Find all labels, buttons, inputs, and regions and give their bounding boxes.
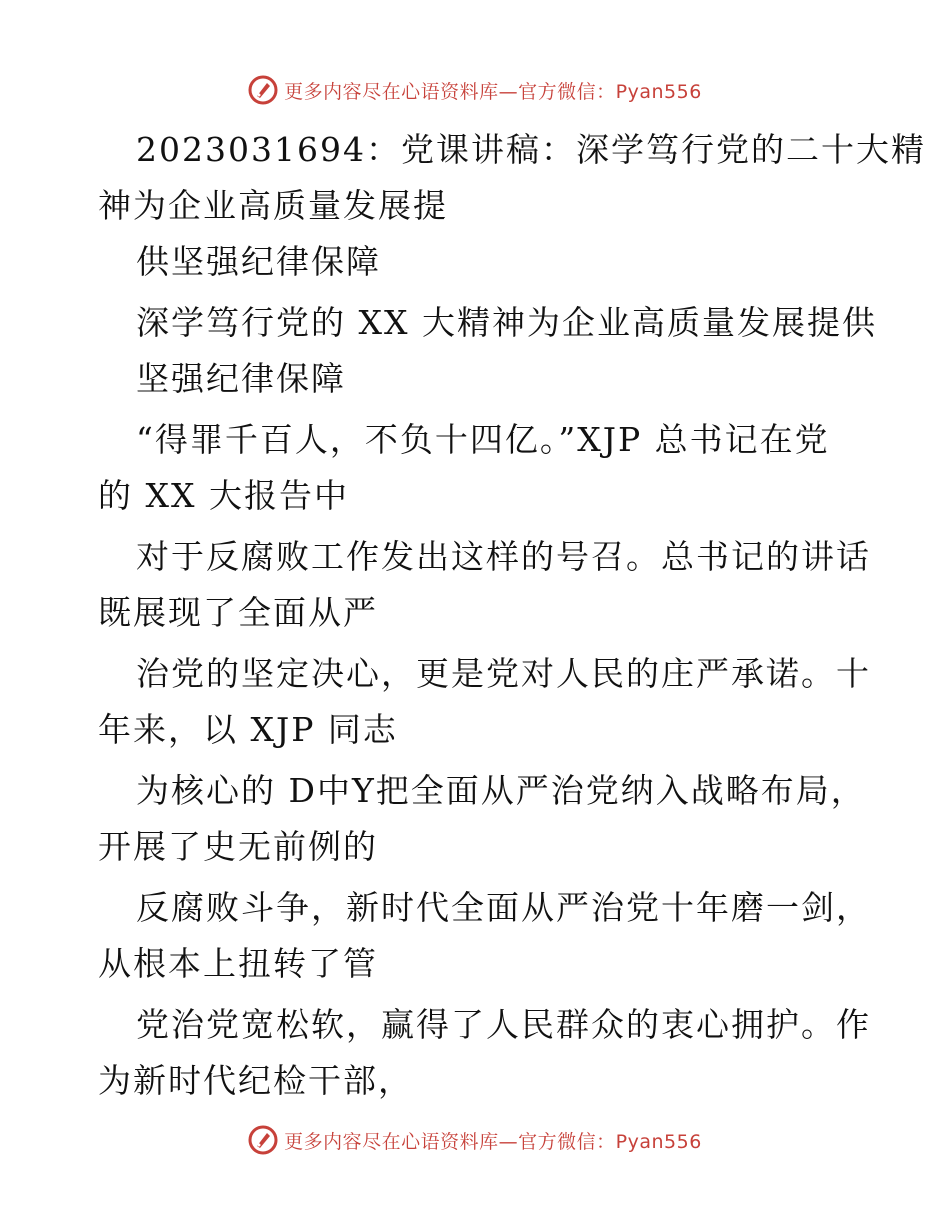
pen-nib-logo-icon [248,75,278,105]
text-line: 从根本上扭转了管 [98,944,378,983]
text-line: 的 XX 大报告中 [98,476,349,515]
footer-banner [0,1120,950,1160]
text-line: 治党的坚定决心，更是党对人民的庄严承诺。十 [136,654,871,693]
pen-nib-logo-icon [248,1125,278,1155]
text-line: “得罪千百人，不负十四亿。”XJP 总书记在党 [136,420,830,459]
text-line: 为核心的 D中Y把全面从严治党纳入战略布局， [136,771,866,810]
text-line: 反腐败斗争，新时代全面从严治党十年磨一剑， [136,888,871,927]
text-line: 开展了史无前例的 [98,827,378,866]
text-line: 坚强纪律保障 [136,359,346,398]
text-line: 年来，以 XJP 同志 [98,710,398,749]
text-line: 2023031694：党课讲稿：深学笃行党的二十大精 [136,130,926,169]
text-line: 神为企业高质量发展提 [98,186,448,225]
header-banner-text: 更多内容尽在心语资料库—官方微信：Pyan556 [284,80,702,103]
text-line: 对于反腐败工作发出这样的号召。总书记的讲话 [136,537,871,576]
footer-banner-text: 更多内容尽在心语资料库—官方微信：Pyan556 [284,1130,702,1153]
text-line: 党治党宽松软，赢得了人民群众的衷心拥护。作 [136,1005,871,1044]
text-line: 为新时代纪检干部， [98,1061,413,1100]
text-line: 深学笃行党的 XX 大精神为企业高质量发展提供 [136,303,877,342]
text-line: 供坚强纪律保障 [136,242,381,281]
text-line: 既展现了全面从严 [98,593,378,632]
header-banner [0,70,950,110]
